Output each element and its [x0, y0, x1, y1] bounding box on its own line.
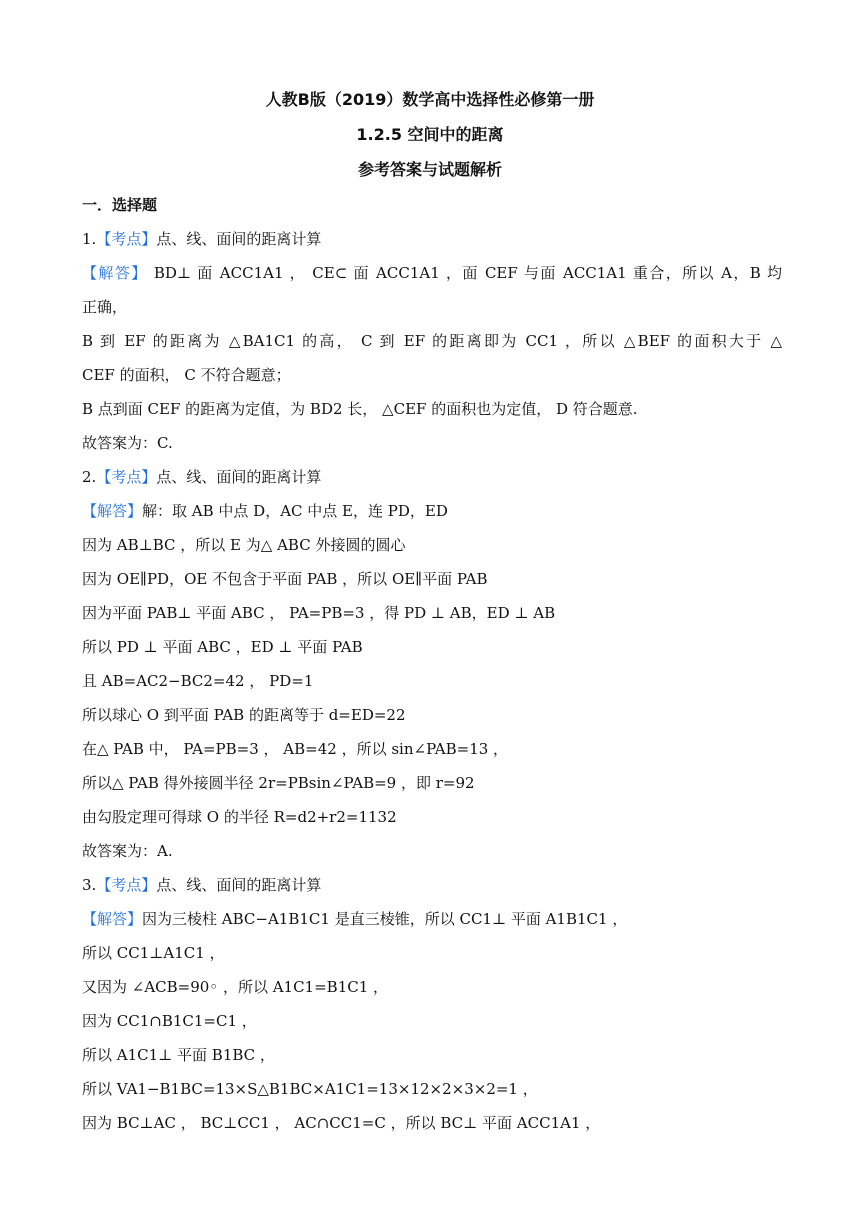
- line-text: 点、线、面间的距离计算: [156, 230, 322, 248]
- line-text: 因为平面 PAB⊥ 平面 ABC ， PA=PB=3 ，得 PD ⊥ AB，ED ⊥ AB: [82, 604, 556, 622]
- line-text: 故答案为：C.: [82, 434, 173, 452]
- answer-line: [82, 1106, 782, 1140]
- answer-line: [82, 732, 782, 766]
- line-text: 故答案为：A.: [82, 842, 173, 860]
- answer-line: [82, 834, 782, 868]
- answer-line: [82, 290, 782, 324]
- document-subtitle: 1.2.5 空间中的距离: [356, 125, 504, 144]
- tag-label: 【考点】: [96, 468, 157, 486]
- tag-label: 【解答】: [82, 910, 143, 928]
- line-text: B 到 EF 的距离为 △BA1C1 的高， C 到 EF 的距离即为 CC1 ，所以 △BEF 的面积大于 △: [82, 332, 782, 350]
- answer-line: [82, 596, 782, 630]
- document-header: [0, 88, 860, 193]
- line-text: 所以 A1C1⊥ 平面 B1BC ，: [82, 1046, 275, 1064]
- answer-line: [82, 562, 782, 596]
- answer-line: [82, 698, 782, 732]
- question-number: 2.: [82, 468, 97, 486]
- line-text: 所以 CC1⊥A1C1 ，: [82, 944, 225, 962]
- line-text: 在△ PAB 中， PA=PB=3 ， AB=42 ，所以 sin∠PAB=13 ，: [82, 740, 509, 758]
- line-text: CEF 的面积， C 不符合题意；: [82, 366, 291, 384]
- answer-line: [82, 936, 782, 970]
- tag-label: 【考点】: [96, 230, 157, 248]
- answer-line: [82, 426, 782, 460]
- line-text: 因为 AB⊥BC ，所以 E 为△ ABC 外接圆的圆心: [82, 536, 406, 554]
- answer-line: [82, 256, 782, 290]
- question-number: 3.: [82, 876, 97, 894]
- answer-line: [82, 222, 782, 256]
- answer-line: [82, 1038, 782, 1072]
- document-title: 人教B版（2019）数学高中选择性必修第一册: [265, 90, 595, 109]
- section-heading: 一．选择题: [82, 196, 158, 214]
- answer-body: [82, 188, 782, 1140]
- line-text: 点、线、面间的距离计算: [156, 468, 322, 486]
- answer-line: [82, 1004, 782, 1038]
- line-text: 解：取 AB 中点 D，AC 中点 E，连 PD，ED: [142, 502, 448, 520]
- line-text: BD⊥ 面 ACC1A1 ， CE⊂ 面 ACC1A1 ，面 CEF 与面 ACC1A1 重合，所以 A，B 均: [147, 264, 782, 282]
- answer-line: [82, 1072, 782, 1106]
- answer-line: [82, 460, 782, 494]
- line-text: 所以△ PAB 得外接圆半径 2r=PBsin∠PAB=9 ，即 r=92: [82, 774, 475, 792]
- line-text: 点、线、面间的距离计算: [156, 876, 322, 894]
- line-text: 因为 BC⊥AC ， BC⊥CC1 ， AC∩CC1=C ，所以 BC⊥ 平面 ACC1A1 ，: [82, 1114, 601, 1132]
- line-text: 所以球心 O 到平面 PAB 的距离等于 d=ED=22: [82, 706, 406, 724]
- answer-line: [82, 324, 782, 358]
- line-text: 因为 CC1∩B1C1=C1 ，: [82, 1012, 257, 1030]
- tag-label: 【解答】: [82, 264, 148, 282]
- answer-line: [82, 494, 782, 528]
- line-text: 所以 PD ⊥ 平面 ABC ，ED ⊥ 平面 PAB: [82, 638, 363, 656]
- line-text: 由勾股定理可得球 O 的半径 R=d2+r2=1132: [82, 808, 397, 826]
- section-caption: 参考答案与试题解析: [357, 160, 502, 179]
- tag-label: 【考点】: [96, 876, 157, 894]
- answer-line: [82, 358, 782, 392]
- question-number: 1.: [82, 230, 97, 248]
- line-text: 所以 VA1−B1BC=13×S△B1BC×A1C1=13×12×2×3×2=1 ，: [82, 1080, 538, 1098]
- answer-line: [82, 970, 782, 1004]
- answer-line: [82, 800, 782, 834]
- answer-line: [82, 528, 782, 562]
- answer-lines: [82, 222, 782, 1140]
- line-text: 因为三棱柱 ABC−A1B1C1 是直三棱锥，所以 CC1⊥ 平面 A1B1C1 ，: [142, 910, 628, 928]
- line-text: 因为 OE∥PD，OE 不包含于平面 PAB ，所以 OE∥平面 PAB: [82, 570, 488, 588]
- answer-line: [82, 868, 782, 902]
- answer-line: [82, 392, 782, 426]
- line-text: 正确，: [82, 298, 128, 316]
- answer-line: [82, 766, 782, 800]
- answer-line: [82, 664, 782, 698]
- line-text: 且 AB=AC2−BC2=42 ， PD=1: [82, 672, 314, 690]
- tag-label: 【解答】: [82, 502, 143, 520]
- line-text: 又因为 ∠ACB=90◦ ，所以 A1C1=B1C1 ，: [82, 978, 389, 996]
- line-text: B 点到面 CEF 的距离为定值，为 BD2 长， △CEF 的面积也为定值， D 符合题意.: [82, 400, 638, 418]
- answer-line: [82, 902, 782, 936]
- answer-line: [82, 630, 782, 664]
